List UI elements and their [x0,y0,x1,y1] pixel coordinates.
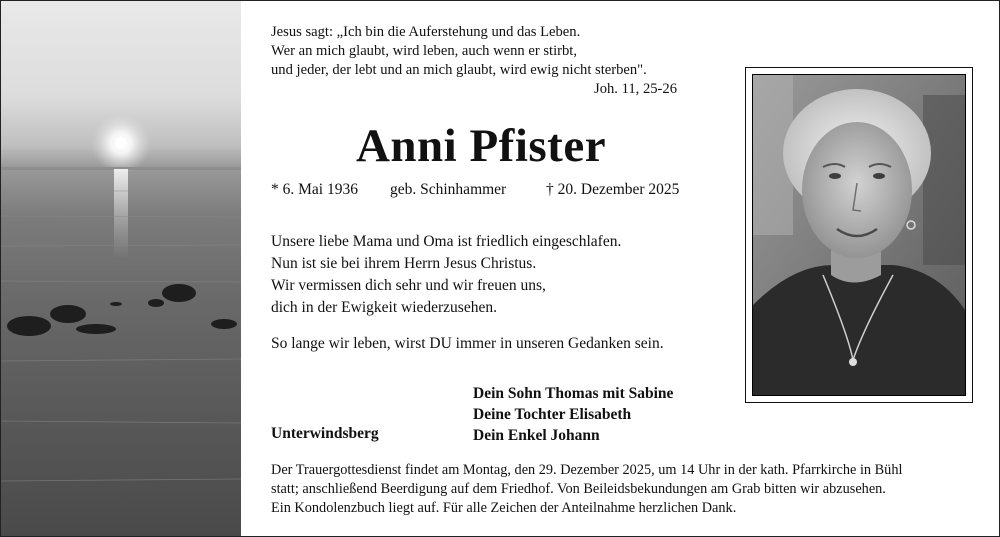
message-line-3: Wir vermissen dich sehr und wir freuen uns, [271,277,546,294]
quote-line-1: Jesus sagt: „Ich bin die Auferstehung und das Leben. [271,24,581,40]
notice-line-3: Ein Kondolenzbuch liegt auf. Für alle Zeichen der Anteilnahme herzlichen Dank. [271,500,737,516]
mourner-line-1: Dein Sohn Thomas mit Sabine [473,385,674,402]
quote-line-3: und jeder, der lebt und an mich glaubt, wird ewig nicht sterben". [271,62,647,78]
birth-date: * 6. Mai 1936 [271,181,358,198]
closing-line: So lange wir leben, wirst DU immer in unseren Gedanken sein. [271,335,664,352]
message-line-1: Unsere liebe Mama und Oma ist friedlich eingeschlafen. [271,233,622,250]
portrait-photo [752,74,966,396]
bible-quote [271,23,677,99]
quote-line-2: Wer an mich glaubt, wird leben, auch wenn er stirbt, [271,43,578,59]
message-line-4: dich in der Ewigkeit wiederzusehen. [271,299,497,316]
farewell-message [271,231,621,319]
mourners-list [473,383,673,446]
mourner-line-3: Dein Enkel Johann [473,427,600,444]
message-line-2: Nun ist sie bei ihrem Herrn Jesus Christus. [271,255,537,272]
funeral-notice [271,461,991,518]
notice-line-1: Der Trauergottesdienst findet am Montag, den 29. Dezember 2025, um 14 Uhr in der kath. Pfarrkirche in Bühl [271,462,903,478]
place-name: Unterwindsberg [271,425,379,442]
deceased-name: Anni Pfister [355,120,607,172]
notice-line-2: statt; anschließend Beerdigung auf dem Friedhof. Von Beileidsbekundungen am Grab bitten wir abzusehen. [271,481,886,497]
portrait-frame [745,67,973,403]
mourner-line-2: Deine Tochter Elisabeth [473,406,632,423]
seascape-sunset-photo [1,1,241,536]
quote-reference: Joh. 11, 25-26 [594,81,677,97]
death-date: † 20. Dezember 2025 [546,181,680,198]
maiden-name: geb. Schinhammer [390,181,507,198]
